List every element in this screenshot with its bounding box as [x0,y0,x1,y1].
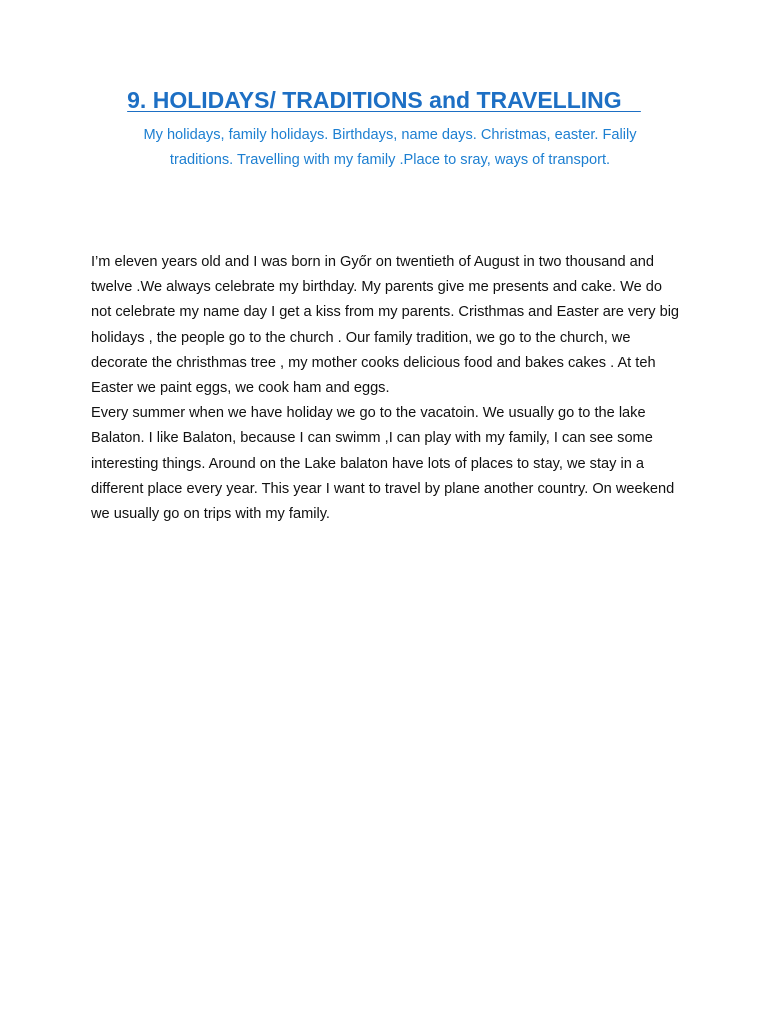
page-subtitle: My holidays, family holidays. Birthdays, name days. Christmas, easter. Falily traditions. Travelling with my family .Place to sray, ways of transport. [143,127,637,168]
paragraph-birthday-holidays: I’m eleven years old and I was born in Győr on twentieth of August in two thousand and twelve .We always celebrate my birthday. My parents give me presents and cake. We do not celebrate my name day I get a kiss from my parents. Cristhmas and Easter are very big holidays , the people go to the church . Our family tradition, we go to the church, we decorate the christhmas tree , my mother cooks delicious food and bakes cakes . At teh Easter we paint eggs, we cook ham and eggs. [91,254,680,397]
page-title [0,86,768,114]
paragraph-summer-travel: Every summer when we have holiday we go to the vacatoin. We usually go to the lake Balaton. I like Balaton, because I can swimm ,I can play with my family, I can see some interesting things. Around on the Lake balaton have lots of places to stay, we stay in a different place every year. This year I want to travel by plane another country. On weekend we usually go on trips with my family. [91,405,675,523]
page-title-text: 9. HOLIDAYS/ TRADITIONS and TRAVELLING [127,87,641,113]
body-text [91,250,683,527]
